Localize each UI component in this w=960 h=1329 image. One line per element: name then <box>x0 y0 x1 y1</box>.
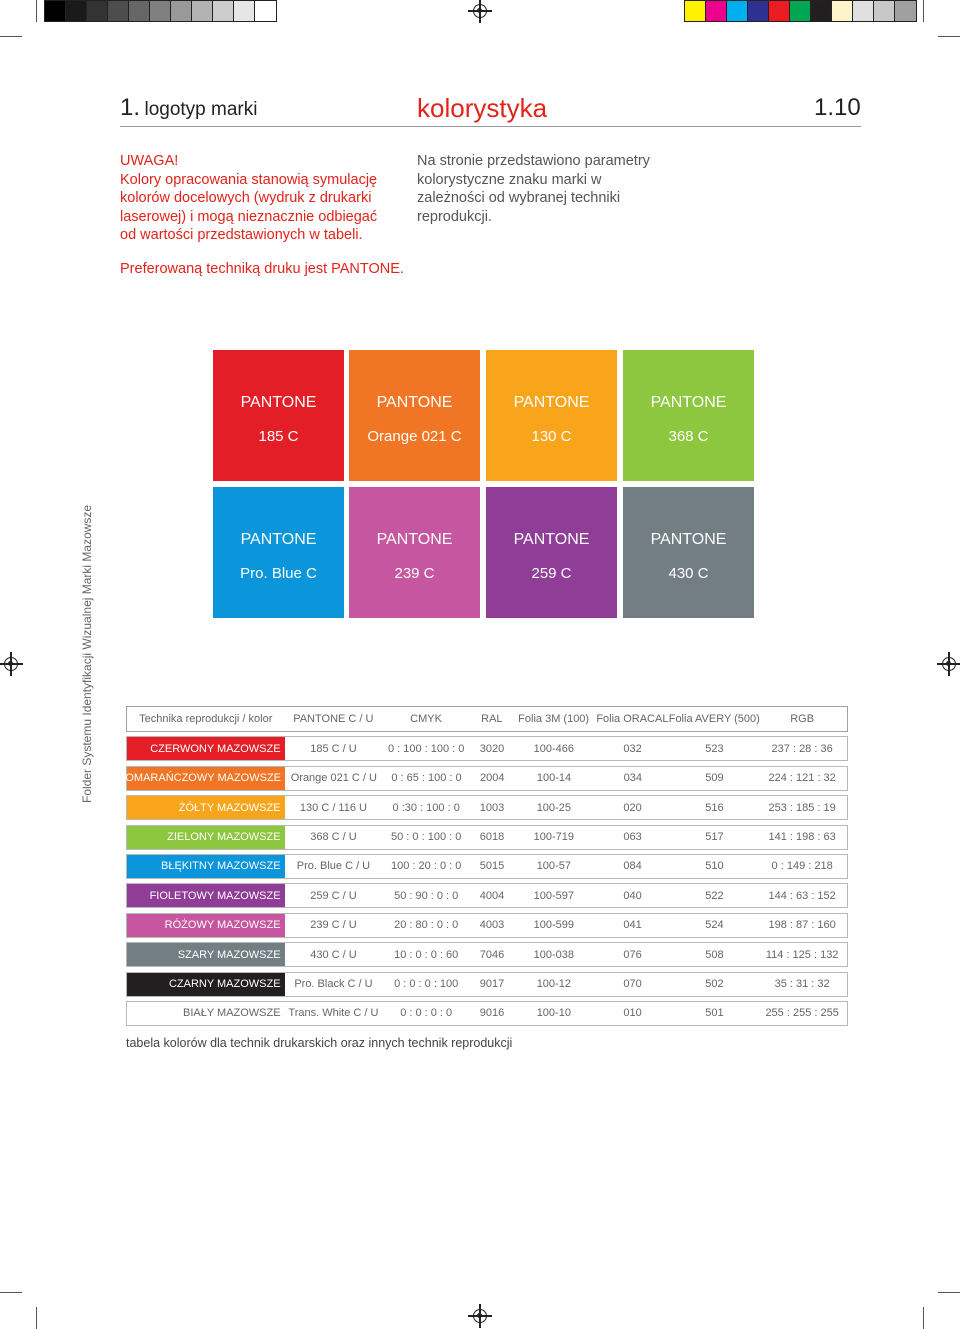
swatch-label: PANTONE <box>650 531 727 548</box>
table-row <box>126 825 848 850</box>
swatch-label: PANTONE <box>650 394 727 411</box>
table-cell: 0 : 65 : 100 : 0 <box>391 772 462 785</box>
color-bar-swatch <box>192 1 213 21</box>
table-cell: 524 <box>705 919 724 932</box>
crop-mark <box>938 36 960 37</box>
table-cell: 0 : 0 : 0 : 100 <box>394 978 459 991</box>
crop-mark <box>0 36 22 37</box>
table-cell: 100-597 <box>533 889 575 902</box>
table-cell: 517 <box>705 831 724 844</box>
color-bar-swatch <box>66 1 87 21</box>
table-cell: 2004 <box>480 772 505 785</box>
table-cell: 100-599 <box>533 919 575 932</box>
table-header-cell: PANTONE C / U <box>293 713 374 725</box>
pantone-swatch <box>486 350 617 481</box>
table-row <box>126 795 848 820</box>
color-bar-swatch <box>255 1 276 21</box>
color-name-cell: BŁĘKITNY MAZOWSZE <box>127 855 285 878</box>
table-cell: 100-719 <box>533 831 575 844</box>
table-cell: 041 <box>623 919 642 932</box>
table-cell: Pro. Black C / U <box>294 978 373 991</box>
preferred-technique-note: Preferowaną techniką druku jest PANTONE. <box>120 261 404 277</box>
color-bar-swatch <box>171 1 192 21</box>
header-divider <box>120 126 861 127</box>
table-row <box>126 972 848 997</box>
table-cell: 253 : 185 : 19 <box>768 801 836 814</box>
crop-mark <box>0 1292 22 1293</box>
warning-note: UWAGA! Kolory opracowania stanowią symulację kolorów docelowych (wydruk z drukarki laserowej) i mogą nieznacznie odbiegać od wartości przedstawionych w tabeli. <box>120 153 378 243</box>
color-name-cell: BIAŁY MAZOWSZE <box>127 1002 285 1025</box>
color-bar-swatch <box>874 1 895 21</box>
table-cell: 508 <box>705 948 724 961</box>
table-cell: 509 <box>705 772 724 785</box>
table-cell: 255 : 255 : 255 <box>765 1007 839 1020</box>
side-folder-label: Folder Systemu Identyfikacji Wizualnej Marki Mazowsze <box>80 504 94 803</box>
table-cell: 7046 <box>479 948 505 961</box>
color-name-cell: ZIELONY MAZOWSZE <box>127 826 285 849</box>
table-cell: Pro. Blue C / U <box>296 860 371 873</box>
table-row <box>126 736 848 761</box>
table-cell: 100-25 <box>536 801 571 814</box>
pantone-swatch <box>486 487 617 618</box>
table-row <box>126 942 848 967</box>
table-caption: tabela kolorów dla technik drukarskich oraz innych technik reprodukcji <box>126 1036 513 1050</box>
color-name-cell: SZARY MAZOWSZE <box>127 943 285 966</box>
cmyk-color-bar <box>684 0 917 22</box>
table-cell: 084 <box>623 860 642 873</box>
table-cell: 185 C / U <box>310 742 357 755</box>
table-cell: 224 : 121 : 32 <box>768 772 836 785</box>
table-cell: 502 <box>705 978 724 991</box>
color-bar-swatch <box>685 1 706 21</box>
table-cell: 237 : 28 : 36 <box>771 742 833 755</box>
crop-mark <box>36 0 37 22</box>
table-cell: 35 : 31 : 32 <box>774 978 830 991</box>
table-row <box>126 1001 848 1026</box>
pantone-swatch <box>213 350 344 481</box>
color-bar-swatch <box>87 1 108 21</box>
table-cell: 100-57 <box>536 860 571 873</box>
section-heading <box>120 94 257 122</box>
color-table <box>118 706 848 1030</box>
table-cell: 063 <box>623 831 642 844</box>
table-cell: 20 : 80 : 0 : 0 <box>394 919 459 932</box>
swatch-label: PANTONE <box>240 531 317 548</box>
swatch-code: 259 C <box>531 565 572 582</box>
table-cell: 0 : 0 : 0 : 0 <box>400 1007 453 1020</box>
table-cell: 198 : 87 : 160 <box>768 919 836 932</box>
table-cell: 100-038 <box>533 948 575 961</box>
table-cell: 430 C / U <box>310 948 357 961</box>
color-bar-swatch <box>811 1 832 21</box>
table-cell: 50 : 90 : 0 : 0 <box>394 889 459 902</box>
registration-mark-icon <box>473 1309 487 1323</box>
table-cell: Trans. White C / U <box>288 1007 379 1020</box>
color-bar-swatch <box>748 1 769 21</box>
page-title: kolorystyka <box>417 93 548 123</box>
table-cell: Orange 021 C / U <box>290 772 377 785</box>
swatch-code: Orange 021 C <box>367 428 462 445</box>
table-header-cell: Folia ORACAL <box>596 713 669 725</box>
table-cell: 523 <box>705 742 724 755</box>
color-bar-swatch <box>706 1 727 21</box>
color-bar-swatch <box>895 1 916 21</box>
table-header-cell: Folia 3M (100) <box>518 713 590 725</box>
table-cell: 040 <box>623 889 642 902</box>
color-bar-swatch <box>790 1 811 21</box>
table-header-cell: RGB <box>790 713 815 725</box>
color-bar-swatch <box>150 1 171 21</box>
table-cell: 0 : 100 : 100 : 0 <box>387 742 465 755</box>
swatch-label: PANTONE <box>513 394 590 411</box>
table-cell: 10 : 0 : 0 : 60 <box>394 948 459 961</box>
table-cell: 510 <box>705 860 724 873</box>
color-bar-swatch <box>45 1 66 21</box>
swatch-code: 239 C <box>394 565 435 582</box>
color-name-cell: CZERWONY MAZOWSZE <box>127 737 285 760</box>
table-header-row <box>126 706 848 732</box>
pantone-swatch <box>349 350 480 481</box>
table-cell: 0 : 149 : 218 <box>771 860 833 873</box>
color-name-cell: RÓŻOWY MAZOWSZE <box>127 914 285 937</box>
swatch-label: PANTONE <box>376 531 453 548</box>
color-name-cell: ŻÓŁTY MAZOWSZE <box>127 796 285 819</box>
table-cell: 5015 <box>479 860 505 873</box>
table-cell: 368 C / U <box>310 831 357 844</box>
table-header-cell: Technika reprodukcji / kolor <box>139 713 273 725</box>
table-cell: 516 <box>705 801 724 814</box>
table-cell: 3020 <box>479 742 505 755</box>
table-row <box>118 766 848 791</box>
swatch-code: Pro. Blue C <box>240 565 317 582</box>
table-cell: 9016 <box>479 1007 505 1020</box>
color-bar-swatch <box>213 1 234 21</box>
section-title: logotyp marki <box>144 99 258 120</box>
table-cell: 50 : 0 : 100 : 0 <box>391 831 462 844</box>
registration-mark-icon <box>942 657 956 671</box>
crop-mark <box>36 1307 37 1329</box>
table-cell: 034 <box>623 772 642 785</box>
swatch-label: PANTONE <box>240 394 317 411</box>
table-cell: 141 : 198 : 63 <box>768 831 836 844</box>
table-cell: 100 : 20 : 0 : 0 <box>391 860 462 873</box>
crop-mark <box>923 0 924 22</box>
table-cell: 032 <box>623 742 642 755</box>
table-cell: 070 <box>623 978 642 991</box>
registration-mark-icon <box>473 4 487 18</box>
table-cell: 6018 <box>479 831 505 844</box>
swatch-label: PANTONE <box>376 394 453 411</box>
table-cell: 9017 <box>479 978 505 991</box>
color-bar-swatch <box>727 1 748 21</box>
swatch-code: 130 C <box>531 428 572 445</box>
pantone-swatch <box>623 350 754 481</box>
color-bar-swatch <box>129 1 150 21</box>
table-cell: 130 C / 116 U <box>299 801 367 814</box>
crop-mark <box>938 1292 960 1293</box>
table-cell: 114 : 125 : 132 <box>765 948 839 961</box>
table-cell: 100-10 <box>536 1007 571 1020</box>
color-name-cell: CZARNY MAZOWSZE <box>127 973 285 996</box>
registration-mark-icon <box>4 657 18 671</box>
table-row <box>126 883 848 908</box>
table-cell: 076 <box>623 948 642 961</box>
color-bar-swatch <box>853 1 874 21</box>
swatch-code: 430 C <box>668 565 709 582</box>
color-bar-swatch <box>108 1 129 21</box>
gray-scale-color-bar <box>44 0 277 22</box>
color-name-cell: POMARAŃCZOWY MAZOWSZE <box>127 767 285 790</box>
table-cell: 100-12 <box>536 978 571 991</box>
table-cell: 4003 <box>479 919 505 932</box>
table-header-cell: CMYK <box>410 713 442 725</box>
table-cell: 4004 <box>479 889 505 902</box>
swatch-code: 368 C <box>668 428 709 445</box>
table-cell: 100-14 <box>536 772 572 785</box>
crop-mark <box>923 1307 924 1329</box>
pantone-swatch <box>213 487 344 618</box>
table-row <box>126 854 848 879</box>
table-row <box>126 913 848 938</box>
color-bar-swatch <box>234 1 255 21</box>
table-cell: 144 : 63 : 152 <box>768 889 836 902</box>
section-number: 1. <box>120 94 141 121</box>
table-cell: 010 <box>623 1007 642 1020</box>
pantone-swatch <box>623 487 754 618</box>
pantone-swatch <box>349 487 480 618</box>
table-cell: 020 <box>623 801 642 814</box>
color-bar-swatch <box>769 1 790 21</box>
table-cell: 501 <box>705 1007 724 1020</box>
table-cell: 0 :30 : 100 : 0 <box>392 801 460 814</box>
table-cell: 100-466 <box>533 742 575 755</box>
swatch-code: 185 C <box>258 428 299 445</box>
table-cell: 239 C / U <box>310 919 357 932</box>
table-cell: 522 <box>705 889 724 902</box>
color-name-cell: FIOLETOWY MAZOWSZE <box>127 884 285 907</box>
table-header-cell: RAL <box>481 713 503 725</box>
table-cell: 1003 <box>479 801 505 814</box>
table-cell: 259 C / U <box>310 889 357 902</box>
page-number: 1.10 <box>814 94 861 121</box>
intro-text: Na stronie przedstawiono parametry kolorystyczne znaku marki w zależności od wybranej techniki reprodukcji. <box>417 153 650 225</box>
color-bar-swatch <box>832 1 853 21</box>
table-header-cell: Folia AVERY (500) <box>668 713 760 725</box>
swatch-label: PANTONE <box>513 531 590 548</box>
